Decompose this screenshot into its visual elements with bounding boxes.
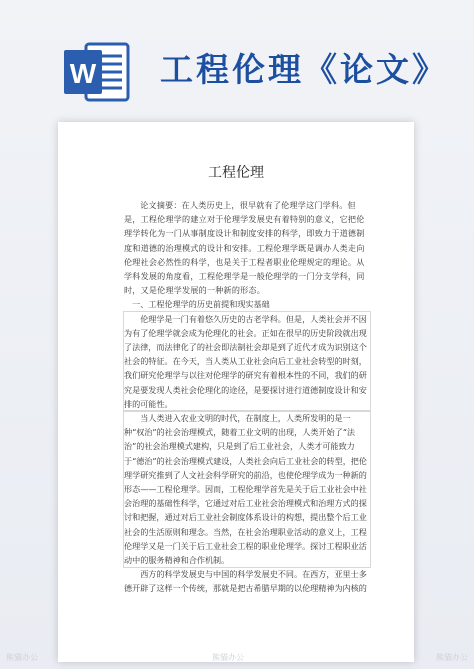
document-page	[58, 122, 414, 662]
body-paragraph-1: 伦理学是一门有着悠久历史的古老学科。但是，人类社会并不因为有了伦理学就会成为伦理化的社会。正如在很早的历史阶段就出现了法律，而法律化了的社会即法制社会却是到了近代才成为识别这个社会的特征。在今天，当人类从工业社会向后工业社会转型的时刻，我们研究伦理学与以往对伦理学的研究有着根本性的不同，我们的研究是要发现人类社会伦理化的途径，是要探讨进行道德制度设计和安排的可能性。	[124, 312, 370, 411]
word-icon-letter: W	[69, 58, 97, 89]
banner-title: 工程伦理《论文》	[160, 50, 448, 89]
word-document-icon	[64, 42, 130, 102]
body-paragraph-2: 当人类进入农业文明的时代，在制度上，人类所发明的是一种“权治”的社会治理模式，随着工业文明的出现，人类开始了“法治”的社会治理模式建构，只是到了后工业社会，人类才可能致力于“德治”的社会治理模式建设，人类社会向后工业社会的转型，把伦理学研究推到了人文社会科学研究的前沿，也使伦理学成为一种新的形态——工程伦理学。因而，工程伦理学首先是关于后工业社会中社会治理的基础性科学，它通过对后工业社会治理模式和治理方式的探讨和把握，通过对后工业社会制度体系设计的构想，提出整个后工业社会的生活原则和理念。当然，在社会治理职业活动的意义上，工程伦理学又是一门关于后工业社会工程的职业伦理学。探讨工程职业活动中的服务精神和合作机制。	[124, 411, 370, 567]
watermark-center: 熊猫办公	[212, 653, 244, 662]
banner	[0, 0, 474, 120]
watermark-left: 熊猫办公	[6, 653, 38, 662]
section-heading: 一、工程伦理学的历史前提和现实基础	[132, 299, 270, 310]
document-body	[124, 198, 370, 596]
document-title: 工程伦理	[208, 165, 264, 181]
abstract-paragraph: 论文摘要：在人类历史上，很早就有了伦理学这门学科。但是，工程伦理学的建立对于伦理学发展史有着特别的意义，它把伦理学转化为一门从事制度设计和制度安排的科学，即致力于道德制度和道德的治理模式的设计和安排。工程伦理学既是调办人类走向伦理社会必然性的科学，也是关于工程者职业伦理规定的理论。从学科发展的角度看，工程伦理学是一般伦理学的一门分支学科，同时，又是伦理学发展的一种新的形态。	[124, 200, 365, 296]
body-paragraph-3: 西方的科学发展史与中国的科学发展史不同。在西方，亚里士多德开辟了这样一个传统，那就是把古希腊早期的以伦理精神为内核的	[124, 569, 367, 594]
watermark-right: 熊猫办公	[436, 653, 468, 662]
